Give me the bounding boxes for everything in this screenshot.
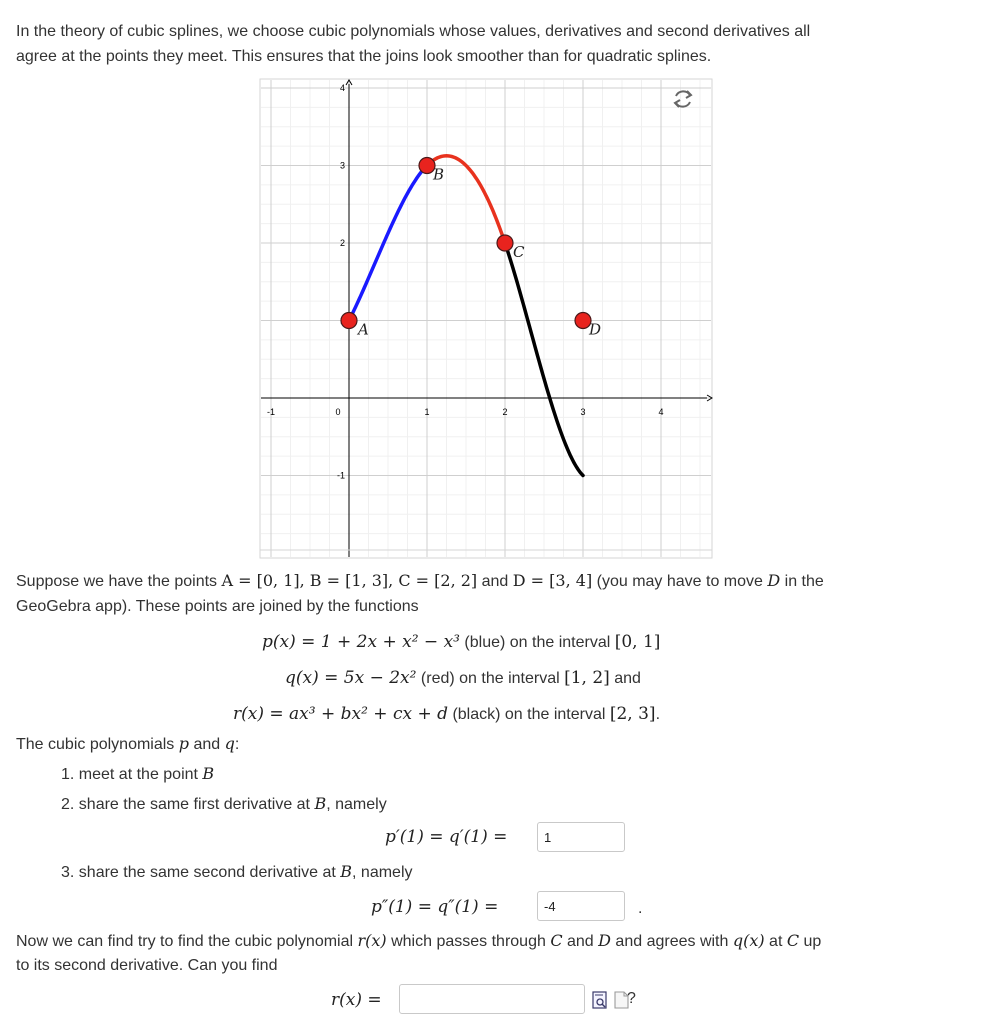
deriv2-equation bbox=[371, 895, 498, 920]
q-var: q bbox=[224, 734, 235, 753]
geogebra-applet[interactable] bbox=[259, 78, 713, 559]
cubic-colon: : bbox=[234, 736, 240, 753]
suppose-line-2: GeoGebra app). These points are joined by the functions bbox=[16, 598, 419, 615]
cubic-intro bbox=[16, 732, 239, 757]
suppose-end: in the bbox=[780, 573, 824, 590]
q-equation: q(x) = 5x − 2x² bbox=[285, 668, 417, 688]
suppose-post: (you may have to move bbox=[592, 573, 768, 590]
now-d: D bbox=[598, 931, 611, 950]
p-equation: p(x) = 1 + 2x + x² − x³ bbox=[262, 632, 460, 652]
r-answer-input[interactable] bbox=[399, 984, 585, 1014]
y-tick-label: 3 bbox=[339, 160, 345, 171]
now-c2: C bbox=[786, 931, 800, 950]
item-3-b: B bbox=[340, 862, 353, 881]
r-equation-line bbox=[233, 702, 660, 727]
deriv2-eq-text: p″(1) = q″(1) = bbox=[371, 897, 499, 917]
deriv2-answer-input[interactable] bbox=[537, 891, 625, 921]
item-3-text: 3. share the same second derivative at bbox=[61, 864, 341, 881]
now-c: C bbox=[550, 931, 563, 950]
deriv1-answer-field[interactable] bbox=[544, 823, 624, 851]
r-equation: r(x) = ax³ + bx² + cx + d bbox=[233, 704, 448, 724]
now-mid: which passes through bbox=[386, 933, 551, 950]
q-end: and bbox=[609, 670, 641, 687]
item-2-text: 2. share the same first derivative at bbox=[61, 796, 315, 813]
r-interval: [2, 3] bbox=[609, 704, 656, 724]
intro-line-1: In the theory of cubic splines, we choose cubic polynomials whose values, derivatives and second derivatives all bbox=[16, 23, 811, 40]
point-label-C: C bbox=[513, 243, 525, 261]
x-tick-label: 2 bbox=[502, 407, 508, 417]
deriv1-eq-text: p′(1) = q′(1) = bbox=[385, 827, 508, 847]
list-item-1 bbox=[61, 762, 214, 787]
now-pre: Now we can find try to find the cubic polynomial bbox=[16, 933, 358, 950]
intro-line-2: agree at the points they meet. This ensures that the joins look smoother than for quadratic splines. bbox=[16, 48, 712, 65]
deriv2-answer-field[interactable] bbox=[544, 892, 624, 920]
deriv1-answer-input[interactable] bbox=[537, 822, 625, 852]
r-answer-field[interactable] bbox=[406, 985, 584, 1013]
now-and: and bbox=[562, 933, 599, 950]
point-label-B: B bbox=[433, 165, 445, 184]
r-input-label-text: r(x) = bbox=[331, 990, 382, 1010]
help-glyph: ? bbox=[627, 990, 636, 1007]
y-tick-label: 4 bbox=[339, 83, 345, 93]
x-tick-label: 1 bbox=[424, 407, 430, 417]
now-up: up bbox=[799, 933, 822, 950]
deriv2-period: . bbox=[638, 900, 643, 917]
item-1-b: B bbox=[202, 764, 215, 783]
help-icon[interactable] bbox=[614, 991, 642, 1009]
list-item-2 bbox=[61, 792, 387, 817]
now-qx: q(x) bbox=[732, 931, 765, 950]
cubic-and: and bbox=[189, 736, 225, 753]
point-label-A: A bbox=[358, 320, 369, 339]
item-2-end: , namely bbox=[326, 796, 387, 813]
r-end: . bbox=[655, 706, 661, 723]
suppose-and: and bbox=[477, 573, 513, 590]
point-A bbox=[341, 313, 357, 329]
item-1-text: 1. meet at the point bbox=[61, 766, 203, 783]
y-tick-label: 2 bbox=[339, 238, 345, 248]
suppose-line-1 bbox=[16, 569, 824, 594]
point-label-D: D bbox=[589, 320, 602, 339]
now-line-2: to its second derivative. Can you find bbox=[16, 957, 278, 974]
r-input-label bbox=[331, 988, 382, 1013]
item-2-b: B bbox=[314, 794, 327, 813]
p-var: p bbox=[178, 734, 189, 753]
d-letter: D bbox=[767, 571, 781, 590]
suppose-pre: Suppose we have the points bbox=[16, 573, 222, 590]
spline-graph[interactable] bbox=[259, 78, 713, 559]
item-3-end: , namely bbox=[352, 864, 413, 881]
p-equation-line bbox=[262, 630, 660, 655]
now-line-1 bbox=[16, 929, 821, 954]
y-tick-label: -1 bbox=[336, 470, 345, 481]
deriv1-equation bbox=[385, 825, 507, 850]
x-tick-label: 0 bbox=[335, 407, 341, 417]
now-at: at bbox=[764, 933, 787, 950]
q-interval: [1, 2] bbox=[564, 668, 610, 688]
cubic-intro-pre: The cubic polynomials bbox=[16, 736, 179, 753]
point-C bbox=[497, 235, 513, 251]
x-tick-label: -1 bbox=[266, 407, 276, 417]
q-equation-line bbox=[285, 666, 641, 691]
points-math: A = [0, 1], B = [1, 3], C = [2, 2] bbox=[221, 571, 478, 590]
q-desc: (red) on the interval bbox=[416, 670, 565, 687]
now-mid2: and agrees with bbox=[610, 933, 733, 950]
p-interval: [0, 1] bbox=[614, 632, 661, 652]
list-item-3 bbox=[61, 860, 413, 885]
preview-icon[interactable] bbox=[592, 991, 608, 1009]
d-math: D = [3, 4] bbox=[512, 571, 593, 590]
r-desc: (black) on the interval bbox=[448, 706, 610, 723]
x-tick-label: 4 bbox=[658, 407, 664, 417]
p-desc: (blue) on the interval bbox=[459, 634, 615, 651]
x-tick-label: 3 bbox=[580, 407, 586, 417]
now-rx: r(x) bbox=[357, 931, 387, 950]
